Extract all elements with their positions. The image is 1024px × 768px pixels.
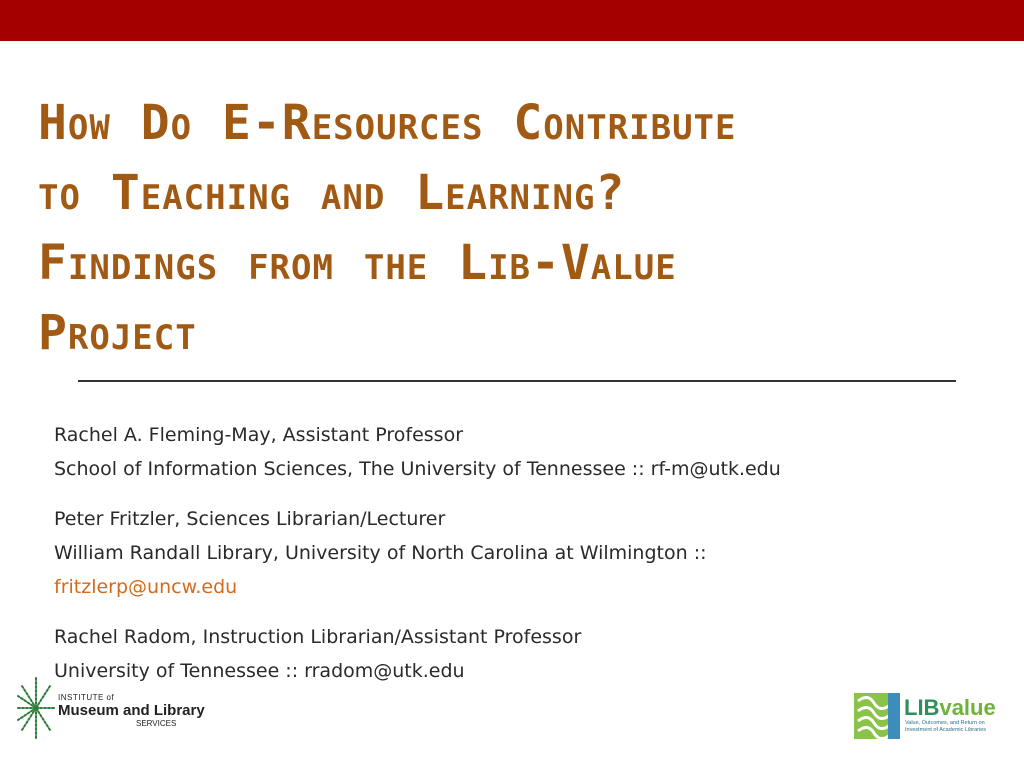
- top-accent-bar: [0, 0, 1024, 41]
- imls-line: INSTITUTE of: [58, 693, 115, 702]
- author-affiliation: School of Information Sciences, The University of Tennessee :: rf-m@utk.edu: [54, 458, 781, 480]
- imls-line: SERVICES: [136, 719, 177, 728]
- author-name: Peter Fritzler, Sciences Librarian/Lecturer: [54, 508, 446, 530]
- libvalue-mark-icon: [854, 693, 900, 739]
- author-email-link[interactable]: fritzlerp@uncw.edu: [54, 576, 238, 598]
- author-name: Rachel Radom, Instruction Librarian/Assistant Professor: [54, 626, 582, 648]
- author-block: [54, 502, 1004, 604]
- author-affiliation: William Randall Library, University of North Carolina at Wilmington ::: [54, 542, 707, 564]
- libvalue-lib-text: LIB: [904, 695, 940, 720]
- libvalue-tagline: Value, Outcomes, and Return on Investment of Academic Libraries: [905, 720, 987, 733]
- title-divider: [78, 380, 956, 382]
- author-block: [54, 418, 1004, 486]
- title-line: Findings from the Lib-Value: [38, 235, 677, 291]
- imls-burst-icon: [16, 674, 56, 742]
- slide-title: [38, 88, 998, 368]
- author-block: [54, 620, 1004, 688]
- imls-wordmark: [58, 693, 205, 729]
- author-affiliation: University of Tennessee :: rradom@utk.edu: [54, 660, 465, 682]
- author-name: Rachel A. Fleming-May, Assistant Professor: [54, 424, 464, 446]
- imls-logo: [16, 674, 205, 742]
- libvalue-logo: [854, 690, 1010, 742]
- libvalue-value-text: value: [939, 695, 996, 720]
- title-line: to Teaching and Learning?: [38, 165, 626, 221]
- author-list: [54, 418, 1004, 704]
- title-line: How Do E-Resources Contribute: [38, 95, 737, 151]
- libvalue-wordmark: [904, 696, 996, 720]
- title-line: Project: [38, 305, 197, 361]
- imls-line: Museum and Library: [58, 702, 205, 719]
